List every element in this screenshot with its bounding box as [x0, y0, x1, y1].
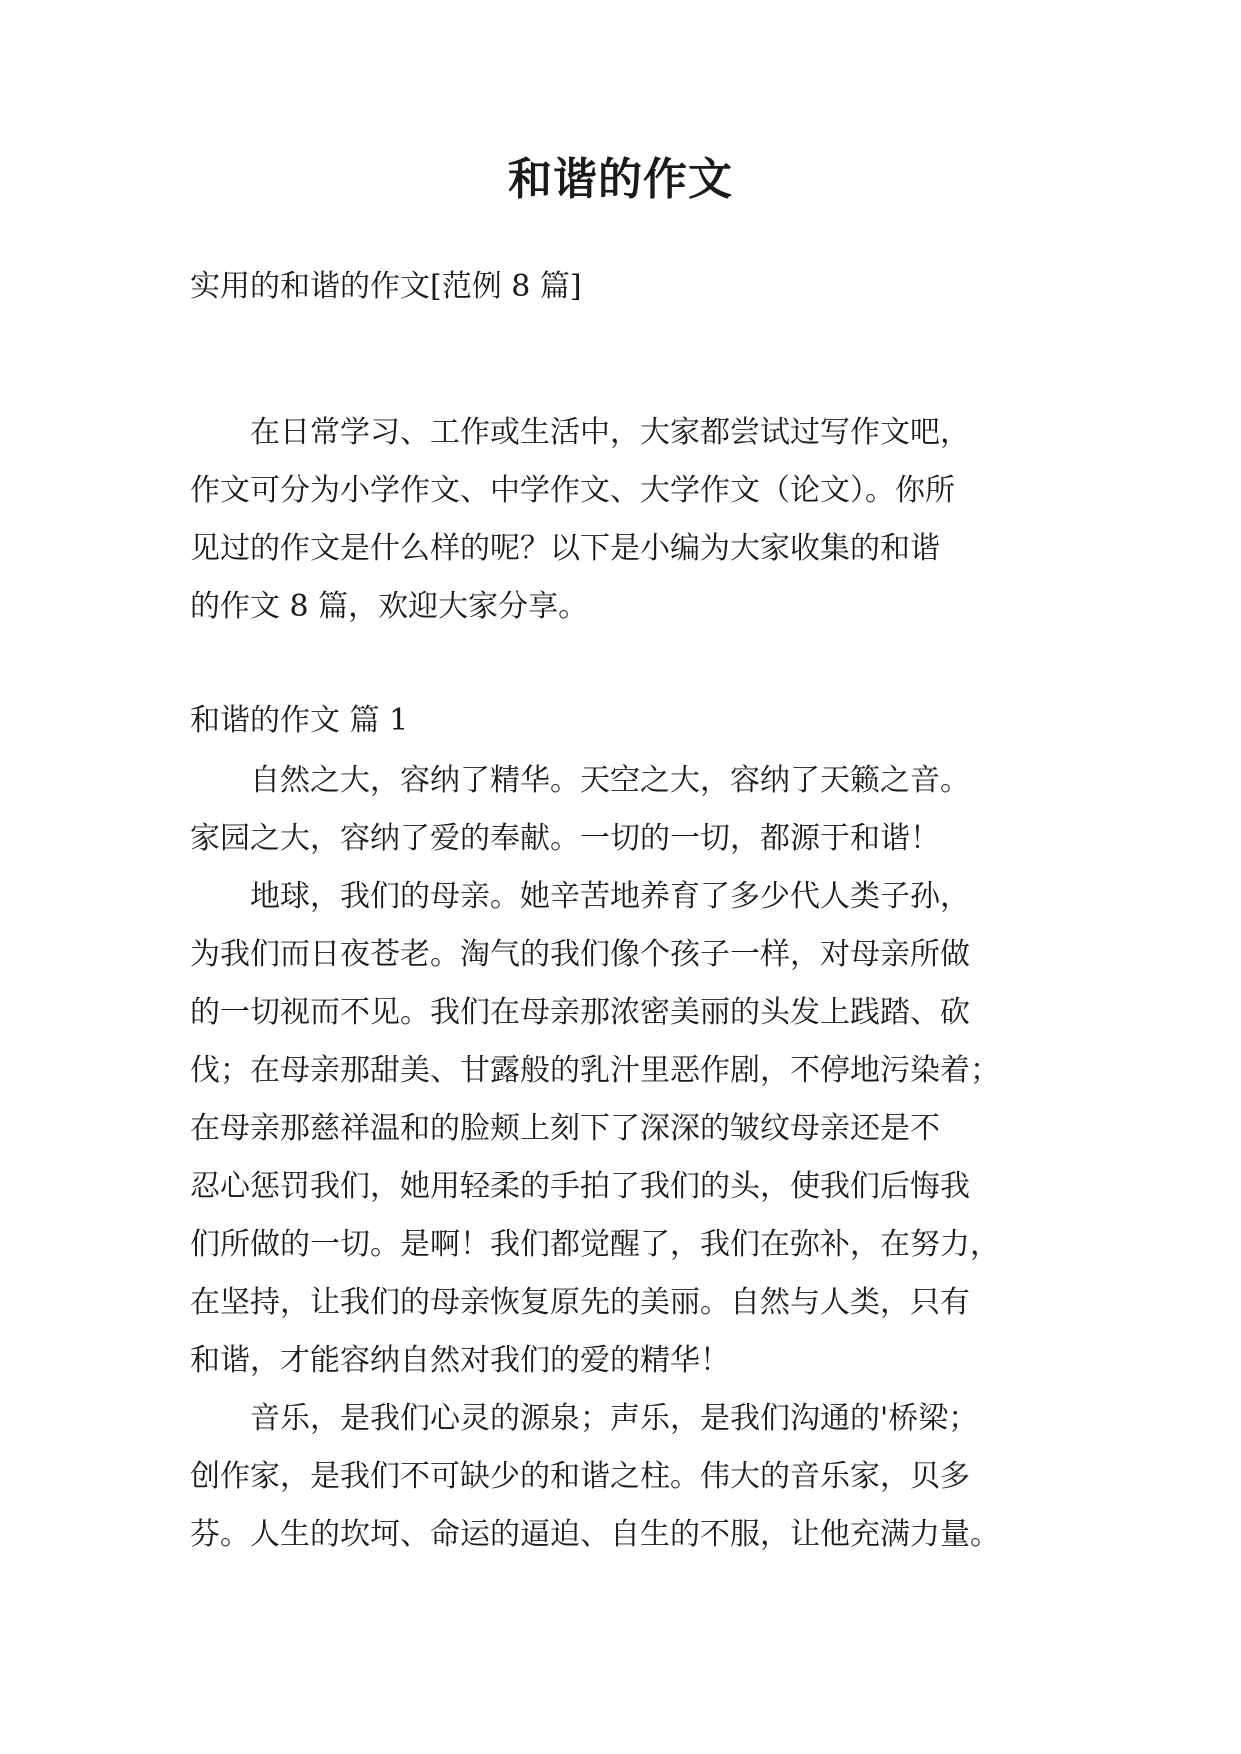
essay-body	[190, 752, 1070, 1564]
document-subtitle: 实用的和谐的作文[范例 8 篇]	[190, 269, 582, 304]
body-line: 音乐，是我们心灵的源泉；声乐，是我们沟通的'桥梁；	[190, 1401, 979, 1436]
body-line: 们所做的一切。是啊！我们都觉醒了，我们在弥补，在努力，	[190, 1227, 1000, 1262]
body-line: 在坚持，让我们的母亲恢复原先的美丽。自然与人类，只有	[190, 1285, 970, 1320]
intro-line: 的作文 8 篇，欢迎大家分享。	[190, 589, 589, 624]
intro-line: 见过的作文是什么样的呢？以下是小编为大家收集的和谐	[190, 531, 940, 566]
body-line: 创作家，是我们不可缺少的和谐之柱。伟大的音乐家，贝多	[190, 1459, 970, 1494]
body-line: 伐；在母亲那甜美、甘露般的乳汁里恶作剧，不停地污染着；	[190, 1053, 1000, 1088]
intro-line: 作文可分为小学作文、中学作文、大学作文（论文）。你所	[190, 473, 955, 508]
section-heading: 和谐的作文 篇 1	[190, 703, 409, 738]
body-line: 在母亲那慈祥温和的脸颊上刻下了深深的皱纹母亲还是不	[190, 1111, 940, 1146]
body-line: 的一切视而不见。我们在母亲那浓密美丽的头发上践踏、砍	[190, 995, 970, 1030]
body-line: 家园之大，容纳了爱的奉献。一切的一切，都源于和谐！	[190, 821, 940, 856]
document-title: 和谐的作文	[508, 154, 733, 205]
body-line: 地球，我们的母亲。她辛苦地养育了多少代人类子孙，	[190, 879, 970, 914]
intro-line: 在日常学习、工作或生活中，大家都尝试过写作文吧，	[190, 415, 970, 450]
body-line: 和谐，才能容纳自然对我们的爱的精华！	[190, 1343, 730, 1378]
intro-paragraph	[190, 404, 1070, 636]
body-line: 忍心惩罚我们，她用轻柔的手拍了我们的头，使我们后悔我	[190, 1169, 970, 1204]
body-line: 芬。人生的坎坷、命运的逼迫、自生的不服，让他充满力量。	[190, 1517, 1000, 1552]
body-line: 自然之大，容纳了精华。天空之大，容纳了天籁之音。	[190, 763, 970, 798]
body-line: 为我们而日夜苍老。淘气的我们像个孩子一样，对母亲所做	[190, 937, 970, 972]
